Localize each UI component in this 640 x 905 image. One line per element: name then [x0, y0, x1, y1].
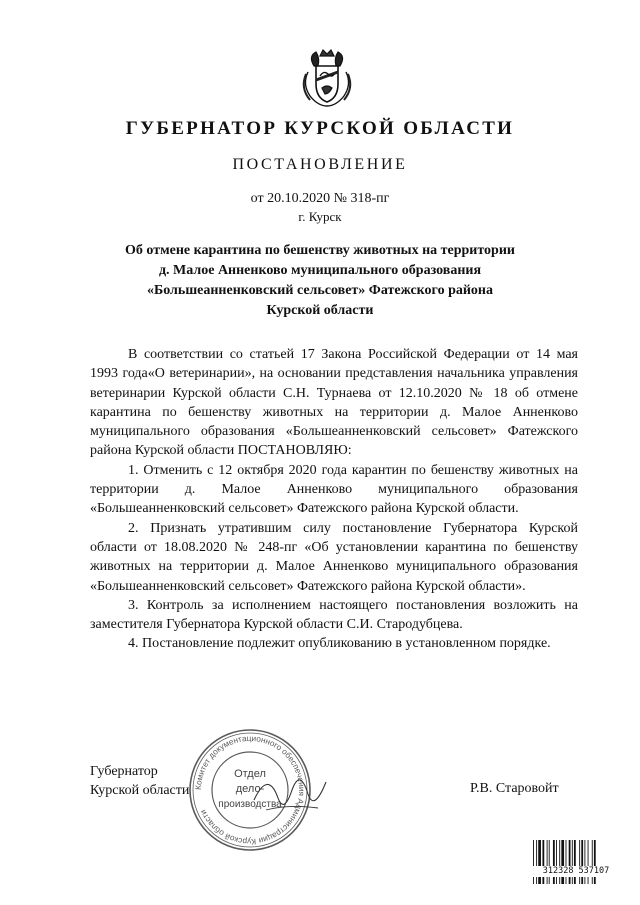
barcode-bar [594, 840, 596, 884]
barcode-bar [579, 840, 580, 884]
signatory-name: Р.В. Старовойт [470, 781, 559, 796]
subject-line: д. Малое Анненково муниципального образования [158, 263, 482, 278]
signature-position-line: Курской области [90, 783, 190, 798]
subject-line: «Большеанненковский сельсовет» Фатежского района [146, 283, 493, 298]
barcode-bar [556, 840, 557, 884]
body-paragraph-item-2: 2. Признать утратившим силу постановление Губернатора Курской области от 18.08.2020 № 248-пг «Об установлении карантина по бешенству животных на территории д. Малое Анненково муниципального образования «Большеанненковский сельсовет» Фатежского района Курской области». [90, 520, 578, 594]
stamp-center-line: дело- [235, 783, 265, 795]
body-paragraph-item-4: 4. Постановление подлежит опубликованию в установленном порядке. [128, 636, 551, 652]
document-city: г. Курск [298, 209, 342, 224]
barcode-bar [588, 840, 589, 884]
barcode-bar [549, 840, 550, 884]
document-body [90, 345, 578, 654]
barcode-bar [592, 840, 593, 884]
document-subject [0, 241, 640, 321]
signature-position-line: Губернатор [90, 764, 158, 779]
barcode-number: 312328 537107 [530, 866, 622, 877]
barcode-bar [584, 840, 585, 884]
stamp-ring-text: Комитет документационного обеспечения Администрации Курской области [193, 733, 307, 847]
barcode-bar [581, 840, 583, 884]
barcode-image [532, 840, 620, 884]
document-date-number: от 20.10.2020 № 318-пг [250, 191, 390, 206]
barcode-bar [547, 840, 548, 884]
subject-line: Об отмене карантина по бешенству животных на территории [125, 243, 515, 258]
coat-of-arms-emblem [294, 44, 360, 110]
signature-position [90, 762, 189, 800]
barcode-bar [569, 840, 571, 884]
barcode-bar [533, 840, 534, 884]
authority-title: ГУБЕРНАТОР КУРСКОЙ ОБЛАСТИ [125, 118, 515, 139]
barcode-bar [561, 840, 564, 884]
barcode-bar [572, 840, 573, 884]
document-type: ПОСТАНОВЛЕНИЕ [232, 156, 408, 173]
subject-line: Курской области [266, 303, 374, 318]
body-paragraph-preamble: В соответствии со статьей 17 Закона Российской Федерации от 14 мая 1993 года«О ветеринарии», на основании представления начальника управления ветеринарии Курской области С.Н. Турнаева от 12.10.2020 № 18 об отмене карантина по бешенству животных на территории д. Малое Анненково муниципального образования «Большеанненковский сельсовет» Фатежского района Курской области ПОСТАНОВЛЯЮ: [90, 347, 578, 459]
stamp-center-line: производства [218, 799, 282, 810]
body-paragraph-item-1: 1. Отменить с 12 октября 2020 года карантин по бешенству животных на территории д. Малое Анненково муниципального образования «Большеанненковский сельсовет» Фатежского района Курской области. [90, 462, 578, 517]
barcode-bar [566, 840, 567, 884]
barcode-bar [542, 840, 544, 884]
barcode-bar [536, 840, 537, 884]
body-paragraph-item-3: 3. Контроль за исполнением настоящего постановления возложить на заместителя Губернатора Курской области С.И. Стародубцева. [90, 597, 578, 633]
barcode-bar [553, 840, 555, 884]
barcode-bar [574, 840, 576, 884]
barcode-bar [538, 840, 541, 884]
handwritten-signature [248, 760, 338, 830]
stamp-center-line: Отдел [234, 768, 266, 780]
barcode-bar [559, 840, 560, 884]
